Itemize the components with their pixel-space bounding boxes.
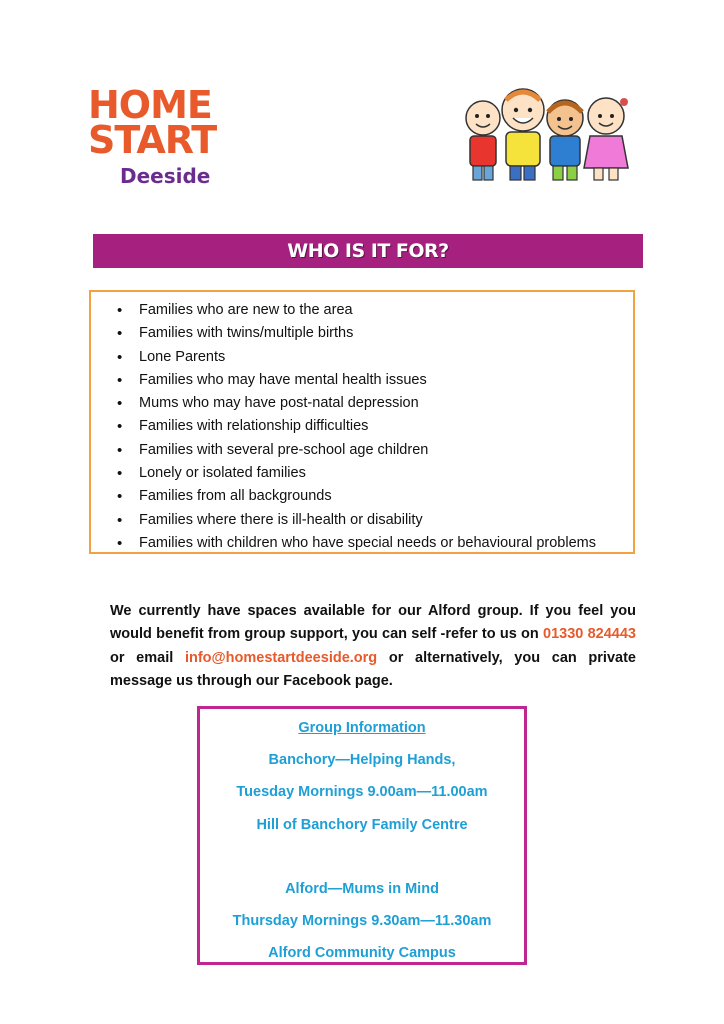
child-pink-icon xyxy=(584,98,628,180)
list-item: • Mums who may have post-natal depression xyxy=(117,392,633,415)
list-item: • Families from all backgrounds xyxy=(117,485,633,508)
list-item: • Families with children who have special needs or behavioural problems xyxy=(117,532,633,555)
list-item: • Families with several pre-school age children xyxy=(117,439,633,462)
logo-start-text: START xyxy=(88,118,217,162)
alford-group-name: Alford—Mums in Mind xyxy=(285,880,439,897)
list-item: • Lonely or isolated families xyxy=(117,462,633,485)
home-start-logo xyxy=(88,83,228,196)
eligibility-list xyxy=(91,292,633,555)
group-spacer xyxy=(200,841,524,873)
child-blue-icon xyxy=(547,100,583,180)
alford-group-location: Alford Community Campus xyxy=(268,945,456,962)
intro-text-3: or alternatively, you can private message us through our Facebook page. xyxy=(110,649,636,689)
who-is-it-for-banner xyxy=(93,234,643,268)
logo-deeside-text: Deeside xyxy=(120,164,211,188)
intro-text-2: or email xyxy=(110,649,185,666)
phone-number-link[interactable]: 01330 824443 xyxy=(543,626,636,642)
list-item: • Families with relationship difficulties xyxy=(117,415,633,438)
intro-text-1: We currently have spaces available for our Alford group. If you feel you would benefit from group support, you can self -refer to us on xyxy=(110,602,636,642)
eligibility-box xyxy=(89,290,635,554)
child-yellow-icon xyxy=(502,89,544,180)
banchory-group-location: Hill of Banchory Family Centre xyxy=(256,816,468,833)
email-link[interactable]: info@homestartdeeside.org xyxy=(184,649,378,666)
child-red-icon xyxy=(466,101,500,180)
list-item: • Families who may have mental health issues xyxy=(117,369,633,392)
list-item: • Families with twins/multiple births xyxy=(117,322,633,345)
list-item: • Families who are new to the area xyxy=(117,299,633,322)
banchory-group-time: Tuesday Mornings 9.00am—11.00am xyxy=(236,784,488,801)
banchory-group-name: Banchory—Helping Hands, xyxy=(268,752,456,769)
availability-paragraph xyxy=(110,600,636,694)
alford-group-time: Thursday Mornings 9.30am—11.30am xyxy=(232,913,492,930)
list-item: • Lone Parents xyxy=(117,346,633,369)
logo-home-text: HOME xyxy=(88,83,212,127)
banner-title: WHO IS IT FOR? xyxy=(287,240,449,262)
group-information-heading: Group Information xyxy=(298,720,426,736)
children-illustration xyxy=(458,86,638,186)
group-information-box xyxy=(197,706,527,965)
list-item: • Families where there is ill-health or disability xyxy=(117,509,633,532)
